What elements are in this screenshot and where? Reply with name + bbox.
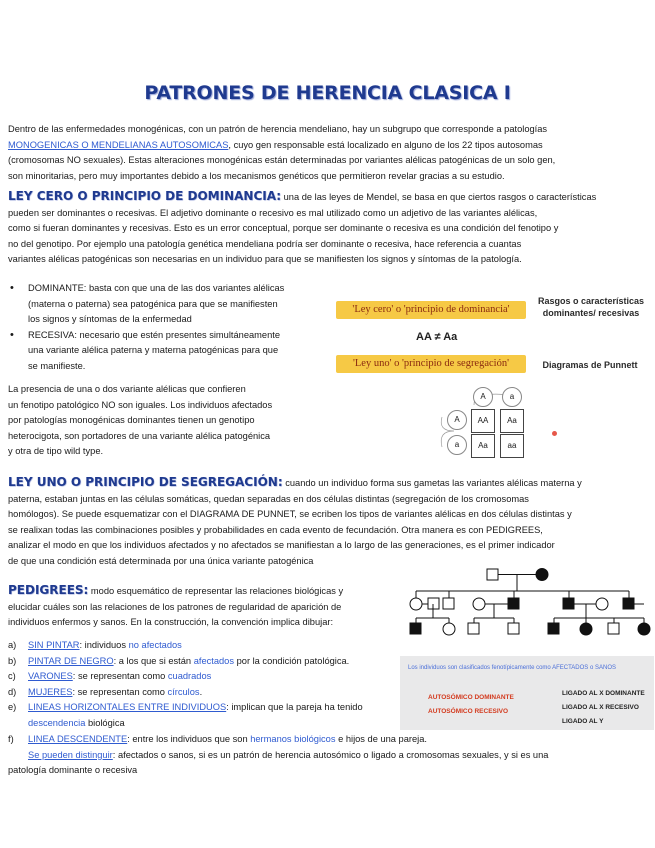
pedigree-male-affected bbox=[563, 598, 574, 609]
panel-heading: Los individuos son clasificados fenotípicamente como AFECTADOS o SANOS bbox=[408, 665, 616, 671]
ley-uno-label: 'Ley uno' o 'principio de segregación' bbox=[336, 355, 526, 373]
bullet-recesiva: • RECESIVA: necesario que estén presentes simultáneamente una variante alélica paterna y materna patogénicas para que se manifieste. bbox=[8, 328, 328, 375]
convention-item: d) MUJERES: se representan como círculos. bbox=[8, 686, 203, 697]
punnett-label: Diagramas de Punnett bbox=[542, 360, 638, 370]
punnett-left-allele: A bbox=[447, 410, 467, 430]
pedigree-female-affected bbox=[638, 623, 650, 635]
page-title: PATRONES DE HERENCIA CLASICA I bbox=[144, 82, 511, 104]
rasgos-label: Rasgos o características dominantes/ recesivas bbox=[537, 296, 645, 318]
pedigree-female-affected bbox=[536, 569, 548, 581]
pedigree-female-affected bbox=[580, 623, 592, 635]
intro-line-2: MONOGENICAS O MENDELIANAS AUTOSOMICAS, cuyo gen responsable está localizado en alguno de los 22 tipos autosomas bbox=[8, 139, 543, 150]
dot-icon bbox=[552, 431, 557, 436]
genotype-formula: AA ≠ Aa bbox=[416, 331, 458, 343]
punnett-left-allele: a bbox=[447, 435, 467, 455]
convention-item: c) VARONES: se representan como cuadrados bbox=[8, 671, 212, 682]
convention-item: b) PINTAR DE NEGRO: a los que si están afectados por la condición patológica. bbox=[8, 655, 350, 666]
intro-line-1: Dentro de las enfermedades monogénicas, con un patrón de herencia mendeliano, hay un subgrupo que corresponde a patologías bbox=[8, 124, 548, 134]
pedigree-male-affected bbox=[623, 598, 634, 609]
punnett-cell: Aa bbox=[500, 409, 524, 433]
intro-line-4: son minoritarias, pero muy importantes debido a los mecanismos genéticos que permitieron revelar gracias a su estudio. bbox=[8, 170, 505, 181]
pedigree-male bbox=[468, 623, 479, 634]
pedigree-male-affected bbox=[508, 598, 519, 609]
pedigree-female bbox=[473, 598, 485, 610]
ley-cero-section: LEY CERO O PRINCIPIO DE DOMINANCIA: una de las leyes de Mendel, se basa en que ciertos rasgos o características pueden ser dominantes o recesivas. El adjetivo dominante o recesivo es mal utilizado como un adjetivo de las variantes alélicas, como si fueran dominantes y recesivas. Esto es un error conceptual, porque ser dominante o recesiva es una condición del fenotipo y no del genotipo. Por ejemplo una patología genética mendeliana podría ser dominante o recesiva, hace referencia a cuantas variantes alélicas patogénicas son necesarias en un individuo para que se manifiesten los signos y síntomas de la patología. bbox=[8, 189, 597, 265]
panel-ligado-x-recesivo: LIGADO AL X RECESIVO bbox=[562, 704, 639, 711]
ley-cero-label: 'Ley cero' o 'principio de dominancia' bbox=[336, 301, 526, 319]
pedigree-male bbox=[443, 598, 454, 609]
pedigree-male bbox=[487, 569, 498, 580]
panel-autosomico-dominante: AUTOSÓMICO DOMINANTE bbox=[428, 694, 514, 701]
ley-uno-section: LEY UNO O PRINCIPIO DE SEGREGACIÓN: cuando un individuo forma sus gametas las variantes alélicas materna y paterna, estaban juntas en las células somáticas, quedan separadas en dos células distintas (segregación de los cromosomas homólogos). Se puede esquematizar con el DIAGRAMA DE PUNNET, se ecriben los tipos de variantes alélicas en dos células distintas y se realixan todas las combinaciones posibles y probabilidades en cada evento de fecundación. Otra manera es con PEDIGREES, analizar el modo en que los individuos afectados y no afectados se manifiestan a lo largo de las generaciones, es el primer indicador de que una condición está determinada por una única variante patogénica bbox=[8, 475, 582, 566]
pedigree-male bbox=[508, 623, 519, 634]
pedigree-diagram bbox=[404, 566, 652, 644]
ley-uno-heading: LEY UNO O PRINCIPIO DE SEGREGACIÓN: bbox=[8, 475, 283, 489]
pedigree-male-affected bbox=[410, 623, 421, 634]
conventions-list bbox=[8, 638, 403, 732]
convention-item-continued: descendencia biológica bbox=[28, 717, 125, 728]
pedigree-female bbox=[443, 623, 455, 635]
pedigree-female bbox=[596, 598, 608, 610]
intro-line-3: (cromosomas NO sexuales). Estas alteraciones monogénicas están determinadas por variantes alélicas patogénicas de un solo gen, bbox=[8, 155, 556, 166]
pedigree-male-affected bbox=[548, 623, 559, 634]
intro-paragraph bbox=[8, 122, 555, 184]
punnett-cell: aa bbox=[500, 434, 524, 458]
convention-item: a) SIN PINTAR: individuos no afectados bbox=[8, 640, 182, 650]
pedigrees-section: PEDIGREES: modo esquemático de representar las relaciones biológicas y elucidar cuáles son las relaciones de los patrones de regularidad de aparición de individuos enfermos y sanos. En la construcción, la convención implica dibujar: bbox=[8, 583, 344, 628]
mendel-laws-figure bbox=[330, 283, 650, 463]
presencia-paragraph: La presencia de una o dos variante alélicas que confieren un fenotipo patológico NO son iguales. Los individuos afectados por patologías monogénicas dominantes tienen un genotipo heterocigota, son portadores de una variante alélica patogénica y otra de tipo wild type. bbox=[8, 384, 273, 457]
pedigree-male bbox=[608, 623, 619, 634]
punnett-top-allele: A bbox=[473, 387, 493, 407]
dominance-bullets bbox=[8, 281, 328, 375]
pedigrees-heading: PEDIGREES: bbox=[8, 583, 89, 597]
ley-cero-heading: LEY CERO O PRINCIPIO DE DOMINANCIA: bbox=[8, 189, 282, 203]
punnett-cell: AA bbox=[471, 409, 495, 433]
bullet-dominante: • DOMINANTE: basta con que una de las dos variantes alélicas (materna o paterna) sea patogénica para que se manifiesten los signos y síntomas de la enfermedad bbox=[8, 281, 328, 328]
punnett-top-allele: a bbox=[502, 387, 522, 407]
convention-f: f) LINEA DESCENDENTE: entre los individuos que son hermanos biológicos e hijos de una pareja. Se pueden distinguir: afectados o sanos, si es un patrón de herencia autosómico o ligado a cromosomas sexuales, y si es una patología dominante o recesiva bbox=[8, 734, 549, 776]
panel-ligado-y: LIGADO AL Y bbox=[562, 718, 604, 725]
convention-item: e) LINEAS HORIZONTALES ENTRE INDIVIDUOS: implican que la pareja ha tenido bbox=[8, 702, 363, 713]
punnett-cell: Aa bbox=[471, 434, 495, 458]
panel-autosomico-recesivo: AUTOSÓMICO RECESIVO bbox=[428, 708, 509, 715]
monogenicas-link[interactable]: MONOGENICAS O MENDELIANAS AUTOSOMICAS bbox=[8, 139, 229, 150]
pedigree-female bbox=[410, 598, 422, 610]
panel-ligado-x-dominante: LIGADO AL X DOMINANTE bbox=[562, 690, 645, 697]
classification-panel bbox=[400, 656, 654, 730]
